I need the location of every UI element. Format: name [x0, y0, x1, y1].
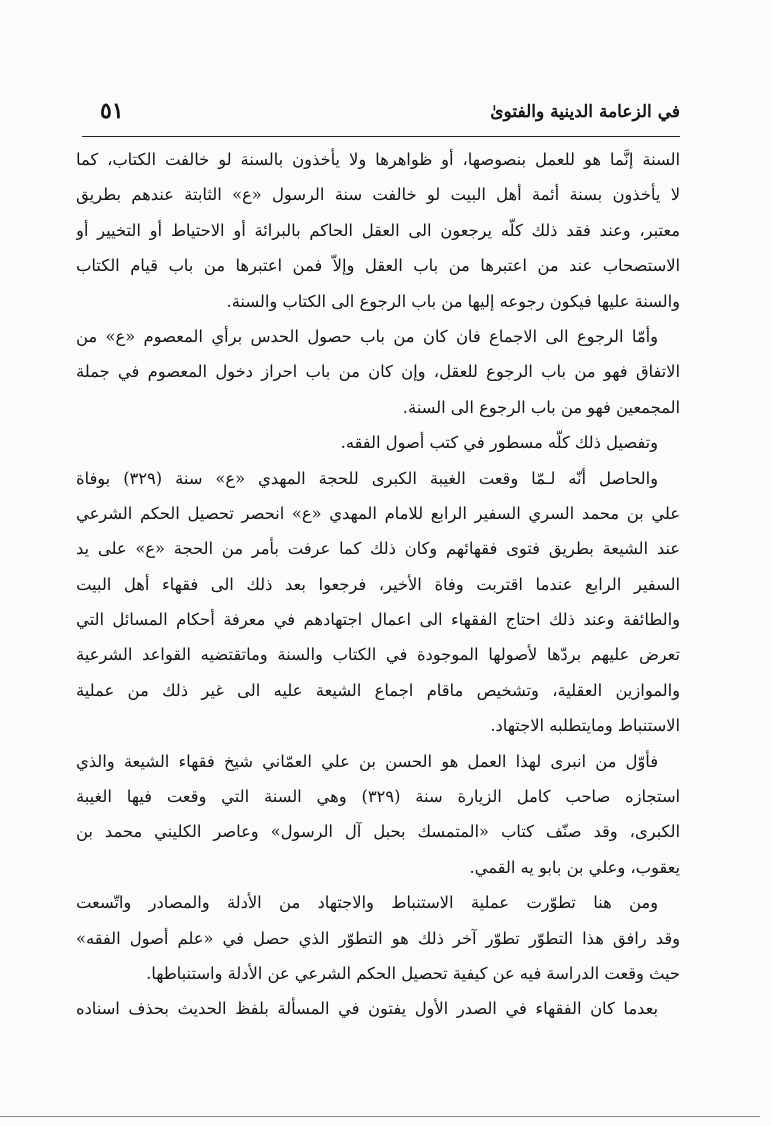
text-line: حيث وقعت الدراسة فيه عن كيفية تحصيل الحكم الشرعي عن الأدلة واستنباطها.: [146, 963, 680, 983]
text-line: معتبر، وعند فقد ذلك كلّه يرجعون الى العقل الحاكم بالبرائة أو الاحتياط أو التخيير أو: [76, 220, 680, 240]
text-line: وأمّا الرجوع الى الاجماع فان كان من باب حصول الحدس برأي المعصوم «ع» من: [76, 326, 658, 346]
text-line: المجمعين فهو من باب الرجوع الى السنة.: [402, 397, 680, 417]
text-line: عند الشيعة بطريق فتوى فقهائهم وكان ذلك كما عرفت بأمر من الحجة «ع» على يد: [76, 539, 680, 559]
text-line: فأوّل من انبرى لهذا العمل هو الحسن بن علي العمّاني شيخ فقهاء الشيعة والذي: [76, 751, 658, 771]
text-line: السنة إنَّما هو للعمل بنصوصها، أو ظواهرها ولا يأخذون بالسنة لو خالفت الكتاب، كما: [76, 150, 680, 169]
running-title: في الزعامة الدينية والفتوىٰ: [490, 102, 680, 122]
text-line: تعرض عليهم بردّها لأصولها الموجودة في الكتاب والسنة وماتقتضيه القواعد الشرعية: [76, 645, 680, 665]
text-line: الاستصحاب عند من اعتبرها من باب العقل وإلاّ فمن اعتبرها من باب قيام الكتاب: [76, 256, 680, 276]
text-line: الكبرى، وقد صنّف كتاب «المتمسك بحبل آل الرسول» وعاصر الكليني محمد بن: [76, 822, 680, 842]
header-rule: [82, 136, 680, 137]
text-line: والموازين العقلية، وتشخيص ماقام اجماع الشيعة عليه الى غير ذلك من عملية: [76, 680, 680, 700]
text-line: وقد رافق هذا التطوّر تطوّر آخر ذلك هو التطوّر الذي حصل في «علم أصول الفقه»: [76, 928, 680, 948]
page-number: ٥١: [100, 98, 124, 124]
text-line: الاستنباط ومايتطلبه الاجتهاد.: [490, 716, 680, 736]
text-line: السفير الرابع عندما اقتربت وفاة الأخير، فرجعوا بعد ذلك الى فقهاء أهل البيت: [76, 574, 680, 594]
text-line: والطائفة وعند ذلك احتاج الفقهاء الى اعمال اجتهادهم في معرفة أحكام المسائل التي: [76, 610, 680, 630]
text-line: والسنة عليها فيكون رجوعه إليها من باب الرجوع الى الكتاب والسنة.: [226, 291, 680, 311]
text-line: ومن هنا تطوّرت عملية الاستنباط والاجتهاد من الأدلة والمصادر واتّسعت: [76, 893, 658, 913]
text-line: يعقوب، وعلي بن بابو يه القمي.: [469, 857, 680, 877]
body-text: [76, 142, 680, 1027]
footer-rule: [0, 1116, 760, 1117]
text-line: الاتفاق فهو من باب الرجوع للعقل، وإن كان من باب احراز دخول المعصوم في جملة: [76, 362, 680, 382]
text-line: بعدما كان الفقهاء في الصدر الأول يفتون في المسألة بلفظ الحديث بحذف اسناده: [76, 999, 658, 1019]
text-line: لا يأخذون بسنة أئمة أهل البيت لو خالفت سنة الرسول «ع» الثابتة عندهم بطريق: [76, 185, 680, 205]
page-header: [82, 96, 680, 134]
text-line: علي بن محمد السري السفير الرابع للامام المهدي «ع» انحصر تحصيل الحكم الشرعي: [76, 503, 680, 523]
text-line: استجازه صاحب كامل الزيارة سنة (٣٢٩) وهي السنة التي وقعت فيها الغيبة: [76, 787, 680, 807]
text-line: والحاصل أنّه لـمّا وقعت الغيبة الكبرى للحجة المهدي «ع» سنة (٣٢٩) بوفاة: [76, 468, 658, 488]
text-line: وتفصيل ذلك كلّه مسطور في كتب أصول الفقه.: [340, 433, 658, 453]
